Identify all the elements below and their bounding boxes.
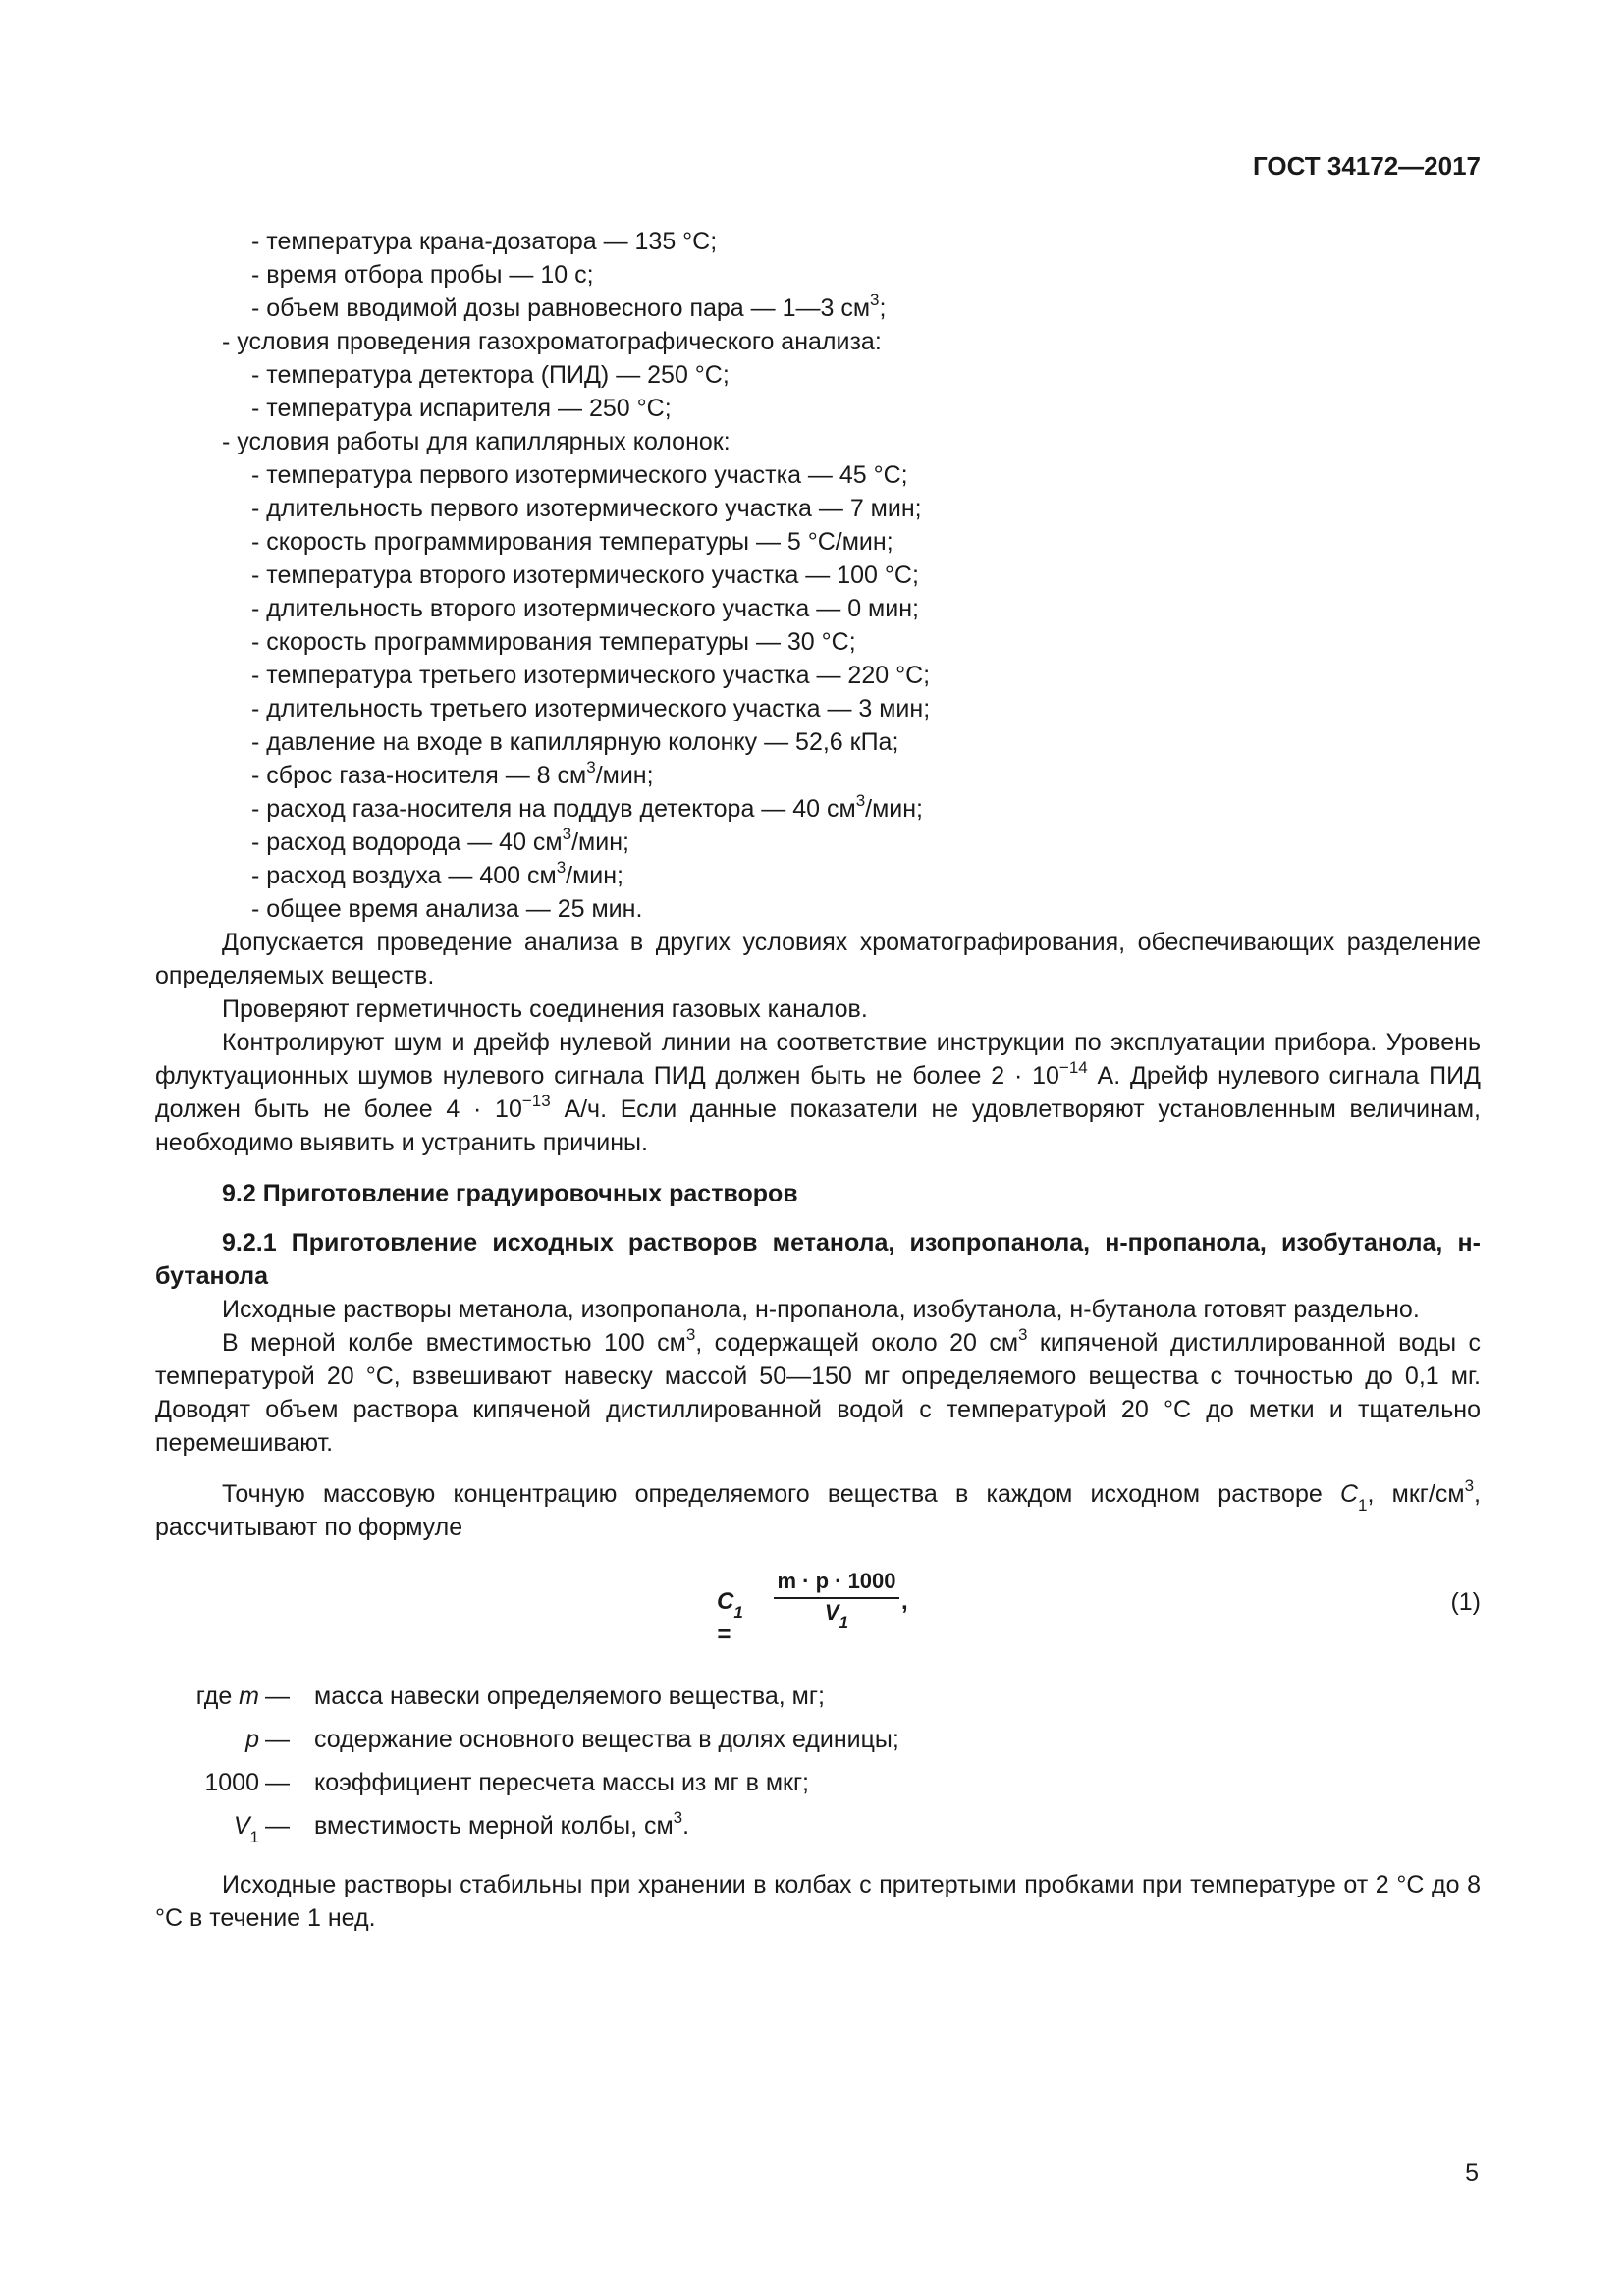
list-item: - давление на входе в капиллярную колонку — 52,6 кПа;: [251, 728, 899, 756]
definition-dash: —: [265, 1726, 290, 1753]
list-item: - температура крана-дозатора — 135 °С;: [251, 228, 718, 255]
paragraph-noise-drift: Контролируют шум и дрейф нулевой линии на соответствие инструкции по эксплуатации прибора. Уровень флуктуационных шумов нулевого сигнала ПИД должен быть не более $2 \cdot 10^{-14}$ А. Дрейф нулевого сигнала ПИД должен быть не более $4 \cdot 10^{-13}$ А/ч. Если данные показатели не удовлетворяют установленным величинам, необходимо выявить и устранить причины.: [155, 1029, 1481, 1156]
definition-text: масса навески определяемого вещества, мг;: [314, 1682, 825, 1710]
list-item: - общее время анализа — 25 мин.: [251, 895, 643, 923]
list-item: - расход газа-носителя на поддув детектора — 40 $см^3$/мин;: [251, 790, 924, 823]
list-item: - сброс газа-носителя — 8 $см^3$/мин;: [251, 757, 654, 789]
page-number: 5: [1465, 2160, 1479, 2187]
paragraph-separate-preparation: Исходные растворы метанола, изопропанола, н-пропанола, изобутанола, н-бутанола готовят раздельно.: [222, 1296, 1420, 1323]
list-item: - длительность второго изотермического участка — 0 мин;: [251, 595, 919, 622]
definition-text: коэффициент пересчета массы из мг в мкг;: [314, 1769, 810, 1796]
list-group-heading: - условия проведения газохроматографического анализа:: [222, 328, 882, 355]
definition-row: [155, 1680, 1481, 1711]
paragraph-tightness: Проверяют герметичность соединения газовых каналов.: [222, 995, 868, 1023]
section-heading-9-2: 9.2 Приготовление градуировочных растворов: [222, 1180, 798, 1207]
page-body: [155, 225, 1481, 1935]
definition-dash: —: [265, 1812, 290, 1840]
definition-text: [314, 1809, 689, 1842]
paragraph-allowed-conditions: Допускается проведение анализа в других условиях хроматографирования, обеспечивающих разделение определяемых веществ.: [155, 929, 1481, 989]
list-item: - температура третьего изотермического участка — 220 °С;: [251, 662, 931, 689]
list-group-heading: - условия работы для капиллярных колонок:: [222, 428, 731, 455]
formula-1: [155, 1568, 1481, 1648]
formula-definitions: [155, 1680, 1481, 1846]
definition-symbol: p: [245, 1726, 259, 1753]
formula-lhs: $C_1$ =: [717, 1588, 743, 1648]
definition-text: содержание основного вещества в долях единицы;: [314, 1726, 899, 1753]
list-item: - скорость программирования температуры — 30 °С;: [251, 628, 856, 656]
list-item: - длительность первого изотермического участка — 7 мин;: [251, 495, 922, 522]
list-item: - расход водорода — 40 $см^3$/мин;: [251, 824, 629, 856]
document-code: ГОСТ 34172—2017: [1253, 151, 1481, 181]
list-item: - температура испарителя — 250 °С;: [251, 395, 672, 422]
definition-symbol: где m: [195, 1682, 259, 1710]
definition-row: [155, 1723, 1481, 1754]
paragraph-flask-procedure: В мерной колбе вместимостью 100 $см^3$, содержащей около 20 $см^3$ кипяченой дистиллированной воды с температурой 20 °С, взвешивают навеску массой 50—150 мг определяемого вещества с точностью до 0,1 мг. Доводят объем раствора кипяченой дистиллированной водой с температурой 20 °С до метки и тщательно перемешивают.: [155, 1324, 1482, 1457]
definition-row: [155, 1766, 1481, 1797]
definition-symbol: $V_1$: [233, 1812, 259, 1846]
formula-comma: ,: [901, 1588, 908, 1615]
list-item: - расход воздуха — 400 $см^3$/мин;: [251, 857, 624, 889]
formula-numerator: m · p · 1000: [774, 1568, 899, 1599]
list-item: - скорость программирования температуры — 5 °С/мин;: [251, 528, 893, 556]
paragraph-concentration: Точную массовую концентрацию определяемого вещества в каждом исходном растворе $C_1$, мкг/$см^3$, рассчитывают по формуле: [155, 1475, 1481, 1541]
list-item: - длительность третьего изотермического участка — 3 мин;: [251, 695, 931, 722]
formula-number: (1): [1450, 1588, 1481, 1616]
definition-text-flask-display: вместимость мерной колбы, $см^3$.: [314, 1807, 690, 1840]
formula-denominator: $V_1$: [824, 1600, 849, 1632]
definition-dash: —: [265, 1682, 290, 1710]
formula-fraction: [774, 1568, 899, 1632]
list-item: - температура первого изотермического участка — 45 °С;: [251, 461, 908, 489]
definition-row: [155, 1807, 1481, 1846]
list-item: - объем вводимой дозы равновесного пара — 1—3 $см^3$;: [251, 290, 887, 322]
list-item: - время отбора пробы — 10 с;: [251, 261, 594, 289]
paragraph-storage: Исходные растворы стабильны при хранении в колбах с притертыми пробками при температуре от 2 °С до 8 °С в течение 1 нед.: [155, 1871, 1481, 1932]
list-item: - температура второго изотермического участка — 100 °С;: [251, 561, 919, 589]
section-heading-9-2-1: 9.2.1 Приготовление исходных растворов метанола, изопропанола, н-пропанола, изобутанола, н-бутанола: [155, 1229, 1481, 1290]
definition-dash: —: [265, 1769, 290, 1796]
definition-symbol: 1000: [204, 1769, 259, 1796]
list-item: - температура детектора (ПИД) — 250 °С;: [251, 361, 730, 389]
